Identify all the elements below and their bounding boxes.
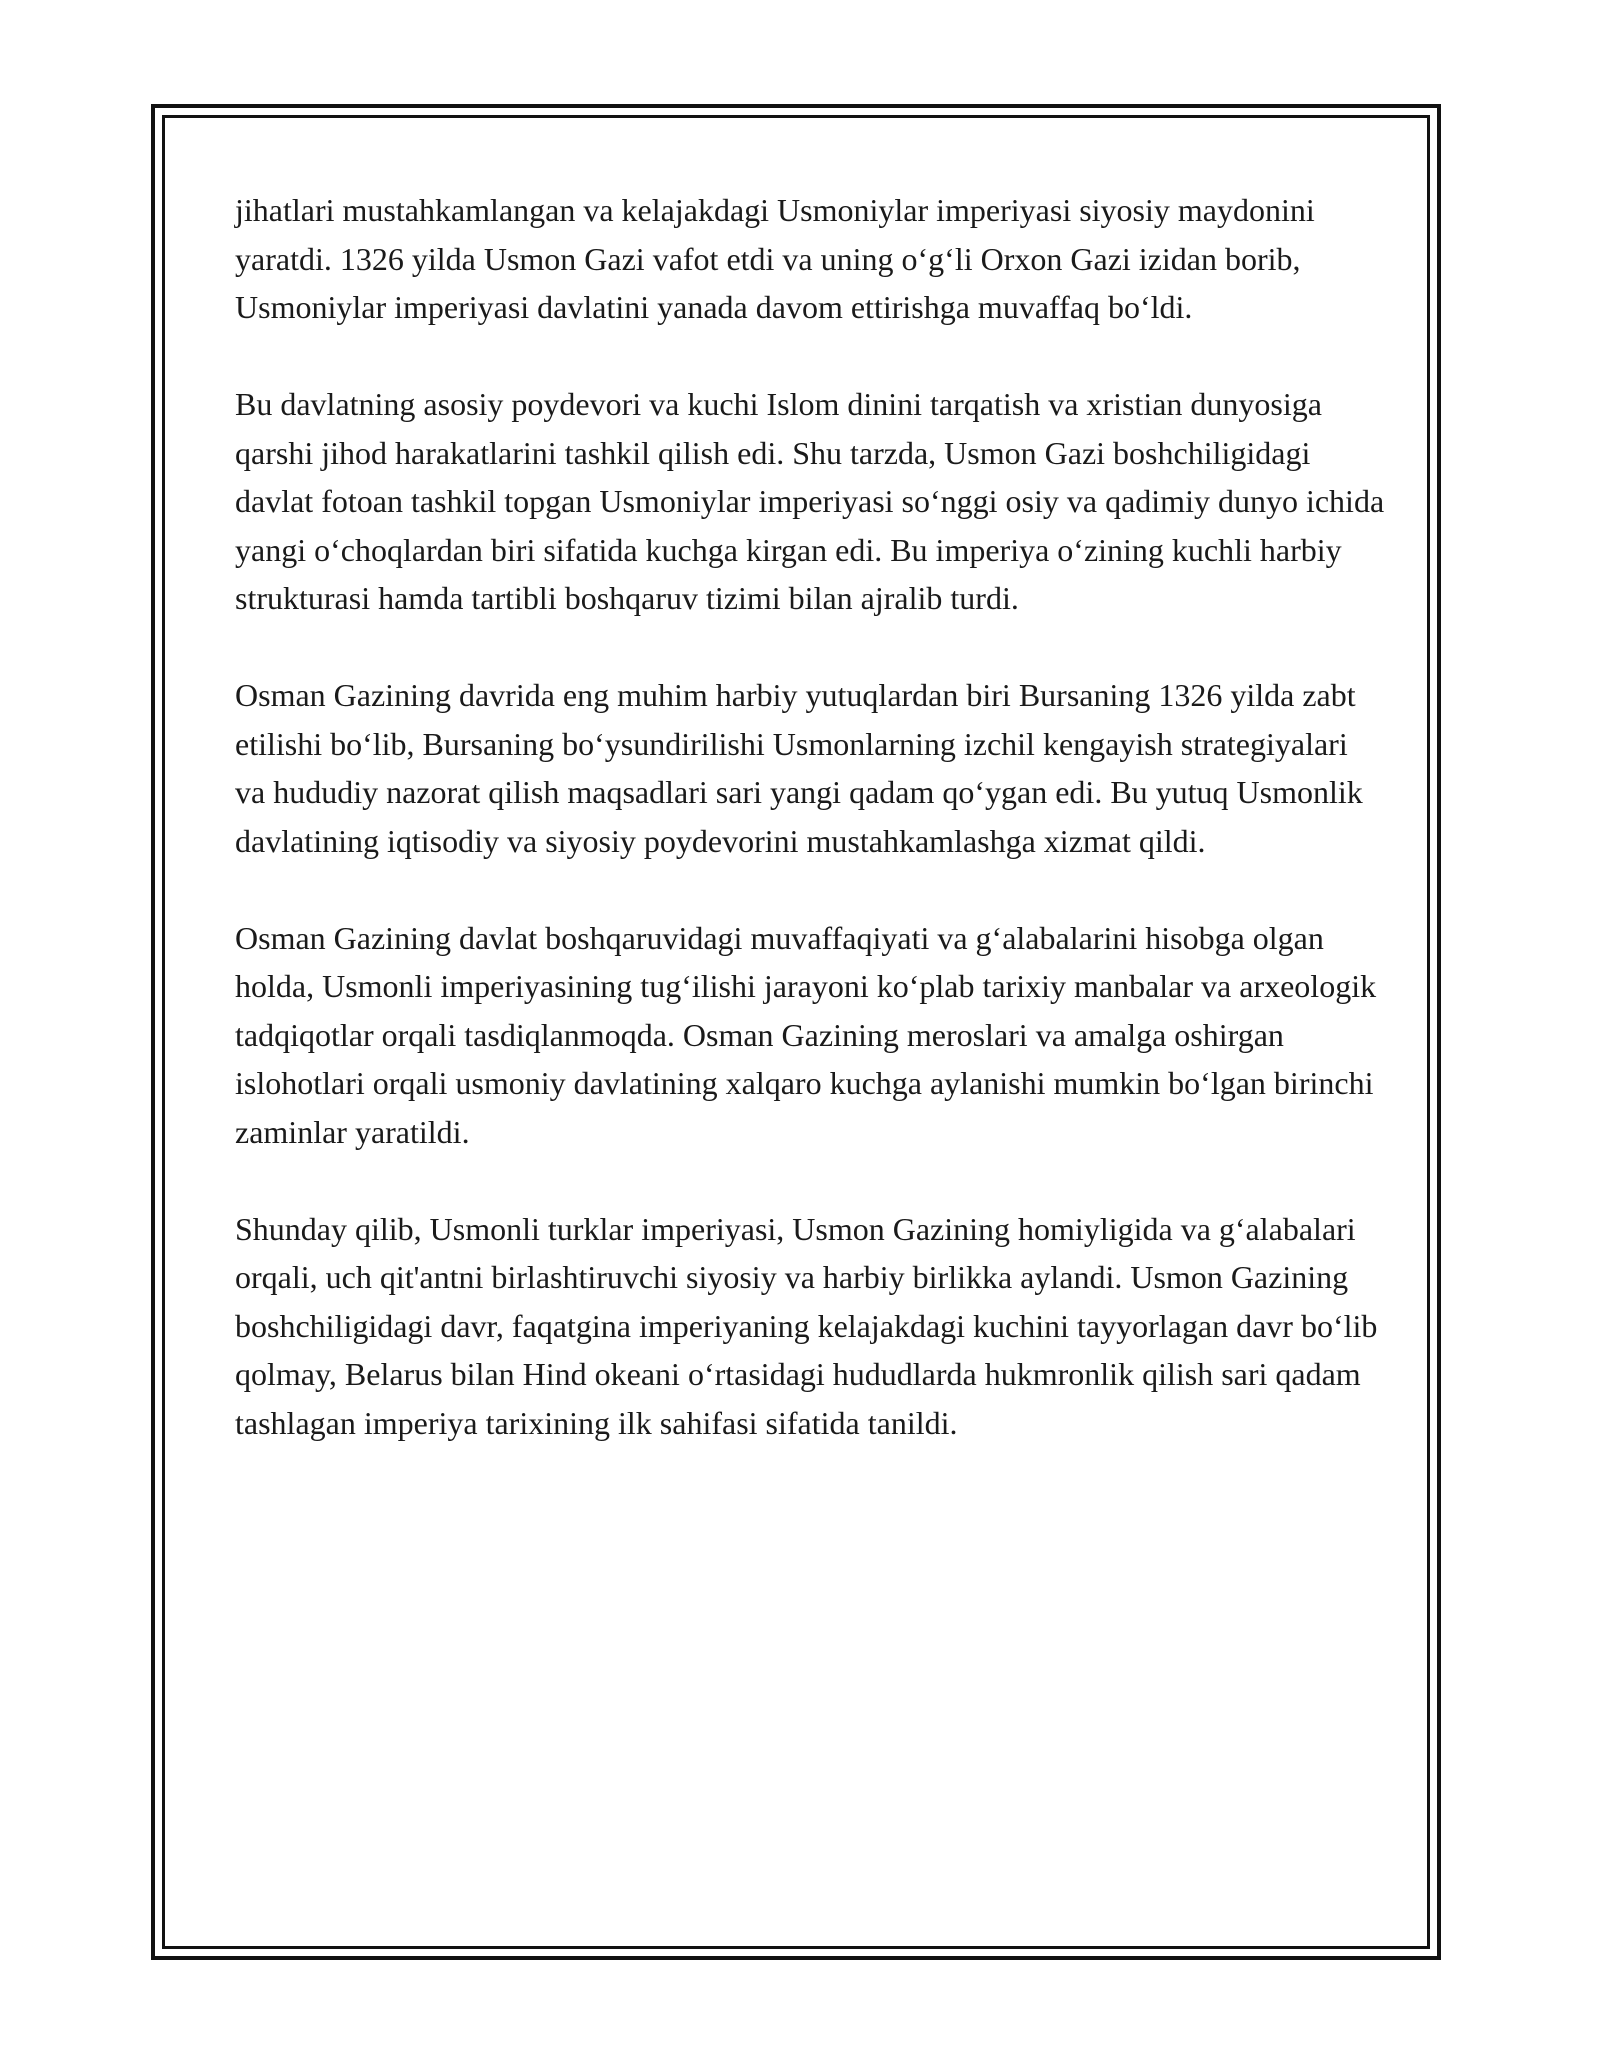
paragraph-3: Osman Gazining davrida eng muhim harbiy yutuqlardan biri Bursaning 1326 yilda zabt etilishi bo‘lib, Bursaning bo‘ysundirilishi Usmonlarning izchil kengayish strategiyalari va hududiy nazorat qilish maqsadlari sari yangi qadam qo‘ygan edi. Bu yutuq Usmonlik davlatining iqtisodiy va siyosiy poydevorini mustahkamlashga xizmat qildi. [235,677,1363,859]
document-body [235,186,1385,1496]
paragraph-1: jihatlari mustahkamlangan va kelajakdagi Usmoniylar imperiyasi siyosiy maydonini yaratdi. 1326 yilda Usmon Gazi vafot etdi va uning o‘g‘li Orxon Gazi izidan borib, Usmoniylar imperiyasi davlatini yanada davom ettirishga muvaffaq bo‘ldi. [235,192,1315,325]
paragraph-2: Bu davlatning asosiy poydevori va kuchi Islom dinini tarqatish va xristian dunyosiga qarshi jihod harakatlarini tashkil qilish edi. Shu tarzda, Usmon Gazi boshchiligidagi davlat fotoan tashkil topgan Usmoniylar imperiyasi so‘nggi osiy va qadimiy dunyo ichida yangi o‘choqlardan biri sifatida kuchga kirgan edi. Bu imperiya o‘zining kuchli harbiy strukturasi hamda tartibli boshqaruv tizimi bilan ajralib turdi. [235,386,1385,616]
paragraph-5: Shunday qilib, Usmonli turklar imperiyasi, Usmon Gazining homiyligida va g‘alabalari orqali, uch qit'antni birlashtiruvchi siyosiy va harbiy birlikka aylandi. Usmon Gazining boshchiligidagi davr, faqatgina imperiyaning kelajakdagi kuchini tayyorlagan davr bo‘lib qolmay, Belarus bilan Hind okeani o‘rtasidagi hududlarda hukmronlik qilish sari qadam tashlagan imperiya tarixining ilk sahifasi sifatida tanildi. [235,1210,1378,1441]
paragraph-4: Osman Gazining davlat boshqaruvidagi muvaffaqiyati va g‘alabalarini hisobga olgan holda, Usmonli imperiyasining tug‘ilishi jarayoni ko‘plab tarixiy manbalar va arxeologik tadqiqotlar orqali tasdiqlanmoqda. Osman Gazining meroslari va amalga oshirgan islohotlari orqali usmoniy davlatining xalqaro kuchga aylanishi mumkin bo‘lgan birinchi zaminlar yaratildi. [235,919,1377,1150]
